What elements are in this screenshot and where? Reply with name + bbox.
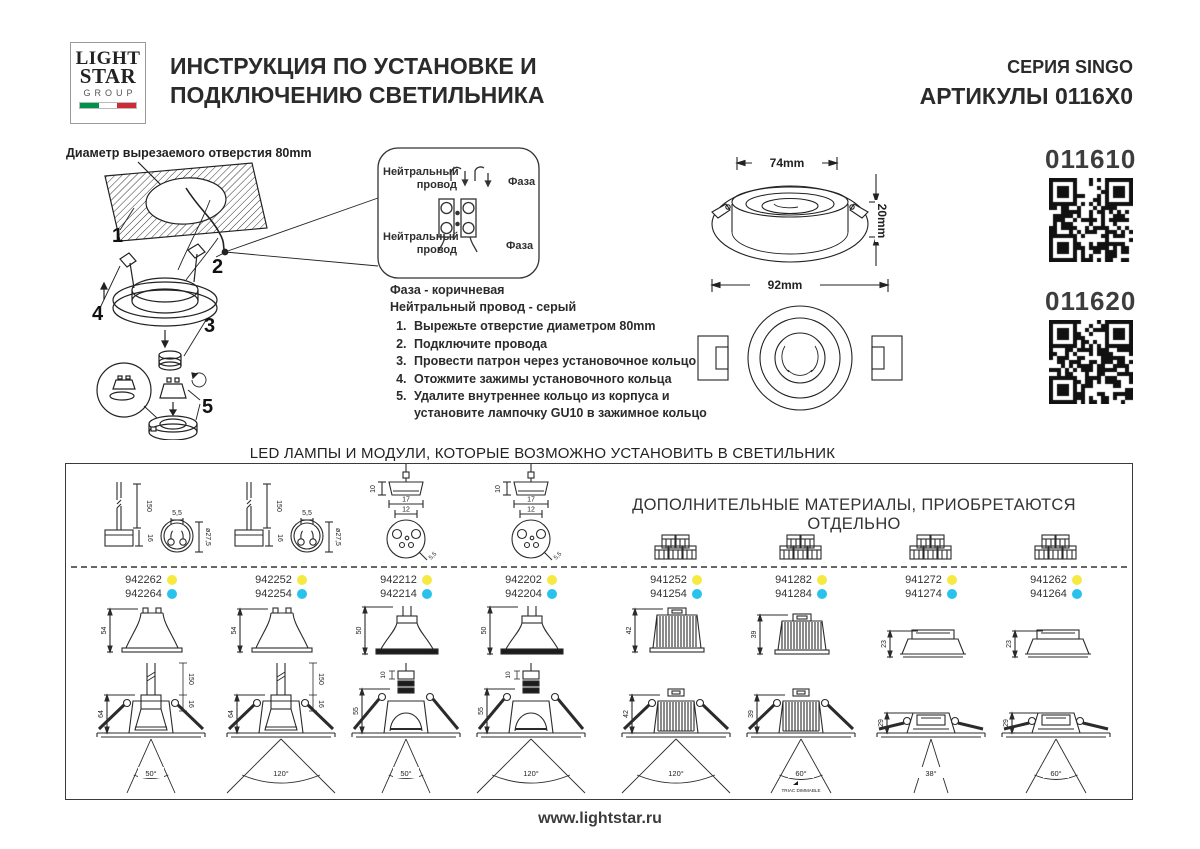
cool-tint-dot (817, 589, 827, 599)
warm-tint-dot (422, 575, 432, 585)
svg-text:16: 16 (146, 534, 153, 542)
installed-view (340, 661, 472, 797)
install-mr16-icon (465, 661, 597, 797)
svg-text:10: 10 (370, 485, 377, 493)
warm-tint-dot (1072, 575, 1082, 585)
svg-text:12: 12 (402, 506, 410, 514)
dim-width-top: 74mm (752, 156, 822, 170)
product-code: 941272 (905, 574, 942, 586)
led-module-short-zone (735, 604, 867, 662)
svg-text:64: 64 (228, 710, 235, 718)
svg-text:120°: 120° (273, 769, 289, 778)
product-code: 941262 (1030, 574, 1067, 586)
svg-text:23: 23 (881, 640, 888, 648)
phase-color-note: Фаза - коричневая (390, 283, 505, 297)
page-title (170, 52, 544, 110)
product-code: 942202 (505, 574, 542, 586)
svg-text:150: 150 (145, 500, 152, 512)
svg-text:23: 23 (1006, 640, 1013, 648)
product-code: 941252 (650, 574, 687, 586)
product-code-row (990, 587, 1122, 601)
gu10-socket-zone (85, 464, 217, 564)
step-marker-1: 1 (112, 225, 124, 247)
mr16-lamp-icon (351, 604, 461, 662)
mr16-socket-icon (351, 464, 461, 564)
hole-diameter-label: Диаметр вырезаемого отверстия 80mm (66, 146, 312, 160)
product-code: 942212 (380, 574, 417, 586)
svg-text:39: 39 (751, 630, 758, 639)
warm-tint-dot (547, 575, 557, 585)
svg-text:29: 29 (1003, 719, 1010, 727)
installed-view (85, 661, 217, 797)
gu10-lamp-icon (226, 604, 336, 662)
product-code: 941254 (650, 588, 687, 600)
product-codes (465, 573, 597, 601)
svg-text:42: 42 (626, 626, 633, 635)
svg-text:17: 17 (527, 496, 535, 504)
svg-text:50: 50 (356, 626, 363, 635)
cool-tint-dot (297, 589, 307, 599)
cool-tint-dot (422, 589, 432, 599)
svg-text:50°: 50° (400, 769, 412, 778)
led-column-6 (735, 464, 867, 797)
mr16-socket-icon (476, 464, 586, 564)
svg-text:60°: 60° (1050, 769, 1062, 778)
italian-flag-icon (79, 102, 137, 109)
box-cluster-zone (735, 464, 867, 564)
svg-text:54: 54 (101, 626, 108, 635)
gu10-socket-icon (91, 474, 211, 564)
cool-tint-dot (547, 589, 557, 599)
product-code: 942254 (255, 588, 292, 600)
svg-text:5,5: 5,5 (302, 510, 312, 517)
warm-tint-dot (297, 575, 307, 585)
svg-text:16: 16 (317, 700, 324, 708)
svg-text:60°: 60° (795, 769, 807, 778)
instruction-step: 5. Удалите внутреннее кольцо из корпуса и установите лампочку GU10 в зажимное кольцо (410, 388, 710, 421)
accessory-boxes-icon (774, 530, 828, 564)
svg-text:39: 39 (748, 710, 755, 718)
neutral-wire-label-top: Нейтральный провод (383, 166, 459, 191)
instruction-step: 3. Провести патрон через установочное кольцо (410, 353, 710, 370)
product-codes (735, 573, 867, 601)
led-column-8 (990, 464, 1122, 797)
accessory-boxes-icon (1029, 530, 1083, 564)
product-code-row (340, 587, 472, 601)
product-codes (85, 573, 217, 601)
product-code-row (215, 573, 347, 587)
low-module-icon (876, 618, 986, 662)
low-module-zone (865, 604, 997, 662)
warm-tint-dot (817, 575, 827, 585)
product-code-row (610, 587, 742, 601)
mr16-socket-zone (465, 464, 597, 564)
product-code-row (215, 587, 347, 601)
mr16-socket-zone (340, 464, 472, 564)
phase-label-bottom: Фаза (506, 240, 534, 252)
step-marker-4: 4 (92, 303, 104, 325)
cool-tint-dot (947, 589, 957, 599)
warm-tint-dot (947, 575, 957, 585)
box-cluster-zone (610, 464, 742, 564)
dim-height: 20mm (875, 200, 889, 242)
svg-text:5,5: 5,5 (428, 551, 439, 562)
installed-view (990, 661, 1122, 797)
led-column-1 (85, 464, 217, 797)
low-module-zone (990, 604, 1122, 662)
svg-text:29: 29 (878, 719, 885, 727)
warm-tint-dot (167, 575, 177, 585)
article-code-011610: 011610 (1045, 144, 1137, 174)
accessory-boxes-icon (649, 530, 703, 564)
installed-view (465, 661, 597, 797)
svg-text:10: 10 (495, 485, 502, 493)
footer-url: www.lightstar.ru (538, 810, 662, 827)
product-codes (610, 573, 742, 601)
svg-text:TRIAC DIMMABLE: TRIAC DIMMABLE (781, 788, 821, 793)
install-led-icon (735, 661, 867, 797)
product-code: 941284 (775, 588, 812, 600)
product-code-row (85, 587, 217, 601)
svg-text:42: 42 (623, 710, 630, 718)
product-code-row (465, 587, 597, 601)
product-code-row (735, 573, 867, 587)
accessory-boxes-icon (904, 530, 958, 564)
installed-view (610, 661, 742, 797)
box-cluster-zone (990, 464, 1122, 564)
led-module-short-icon (746, 604, 856, 662)
product-code-row (735, 587, 867, 601)
install-low-icon (865, 661, 997, 797)
installation-steps-list (390, 318, 710, 422)
install-low-icon (990, 661, 1122, 797)
phase-label-top: Фаза (508, 176, 536, 188)
warm-tint-dot (692, 575, 702, 585)
product-code-row (990, 573, 1122, 587)
product-codes (340, 573, 472, 601)
series-block (920, 57, 1133, 110)
svg-text:64: 64 (98, 710, 105, 718)
svg-text:120°: 120° (523, 769, 539, 778)
installed-view (735, 661, 867, 797)
gu10-lamp-icon (96, 604, 206, 662)
mr16-lamp-zone (465, 604, 597, 662)
installed-view (215, 661, 347, 797)
cool-tint-dot (1072, 589, 1082, 599)
product-code-row (610, 573, 742, 587)
product-code-row (85, 573, 217, 587)
logo-text-star: STAR (79, 64, 137, 88)
wire-color-notes (390, 282, 576, 316)
logo-text-group: GROUP (83, 88, 137, 98)
product-code-row (865, 573, 997, 587)
gu10-socket-zone (215, 464, 347, 564)
product-code: 941264 (1030, 588, 1067, 600)
gu10-socket-icon (221, 474, 341, 564)
product-code: 942214 (380, 588, 417, 600)
lightstar-logo (70, 42, 146, 124)
instruction-step: 1. Вырежьте отверстие диаметром 80mm (410, 318, 710, 335)
step-marker-2: 2 (212, 256, 224, 278)
mr16-lamp-zone (340, 604, 472, 662)
product-code: 941274 (905, 588, 942, 600)
install-gu10-icon (85, 661, 217, 797)
neutral-color-note: Нейтральный провод - серый (390, 300, 577, 314)
svg-text:50°: 50° (145, 769, 157, 778)
cool-tint-dot (692, 589, 702, 599)
product-code: 942264 (125, 588, 162, 600)
svg-text:16: 16 (187, 700, 194, 708)
product-code-row (865, 587, 997, 601)
step-marker-3: 3 (204, 315, 216, 337)
svg-text:ø27,5: ø27,5 (334, 528, 341, 546)
led-section-title: LED ЛАМПЫ И МОДУЛИ, КОТОРЫЕ ВОЗМОЖНО УСТАНОВИТЬ В СВЕТИЛЬНИК (249, 445, 836, 462)
cool-tint-dot (167, 589, 177, 599)
svg-text:38°: 38° (925, 769, 937, 778)
led-module-tall-icon (621, 604, 731, 662)
gu10-lamp-zone (85, 604, 217, 662)
installed-view (865, 661, 997, 797)
svg-text:55: 55 (478, 707, 485, 715)
product-code: 942204 (505, 588, 542, 600)
product-code: 942252 (255, 574, 292, 586)
svg-text:ø27,5: ø27,5 (204, 528, 211, 546)
box-cluster-zone (865, 464, 997, 564)
led-compatibility-box (65, 463, 1133, 800)
svg-text:5,5: 5,5 (172, 510, 182, 517)
led-module-tall-zone (610, 604, 742, 662)
install-led-icon (610, 661, 742, 797)
instruction-step: 4. Отожмите зажимы установочного кольца (410, 371, 710, 388)
product-code-row (340, 573, 472, 587)
led-column-7 (865, 464, 997, 797)
product-code: 941282 (775, 574, 812, 586)
product-codes (215, 573, 347, 601)
instruction-step: 2. Подключите провода (410, 336, 710, 353)
product-code-row (465, 573, 597, 587)
product-codes (990, 573, 1122, 601)
qr-code (1049, 178, 1133, 262)
svg-text:5,5: 5,5 (553, 551, 564, 562)
svg-text:54: 54 (231, 626, 238, 635)
logo-text-light: LIGHT (75, 48, 141, 69)
svg-text:50: 50 (481, 626, 488, 635)
neutral-wire-label-bottom: Нейтральный провод (383, 231, 459, 256)
product-codes (865, 573, 997, 601)
gu10-lamp-zone (215, 604, 347, 662)
led-column-2 (215, 464, 347, 797)
dim-width-bottom: 92mm (750, 278, 820, 292)
svg-text:55: 55 (353, 707, 360, 715)
mr16-lamp-icon (476, 604, 586, 662)
led-column-4 (465, 464, 597, 797)
product-code: 942262 (125, 574, 162, 586)
qr-code (1049, 320, 1133, 404)
svg-text:150: 150 (317, 673, 324, 685)
svg-text:16: 16 (276, 534, 283, 542)
svg-text:17: 17 (402, 496, 410, 504)
title-line-1: ИНСТРУКЦИЯ ПО УСТАНОВКЕ И (170, 53, 537, 79)
svg-text:150: 150 (187, 673, 194, 685)
title-line-2: ПОДКЛЮЧЕНИЮ СВЕТИЛЬНИКА (170, 82, 545, 108)
articles-label: АРТИКУЛЫ 0116X0 (919, 83, 1133, 109)
extra-materials-title: ДОПОЛНИТЕЛЬНЫЕ МАТЕРИАЛЫ, ПРИОБРЕТАЮТСЯ ОТДЕЛЬНО (632, 496, 1076, 533)
svg-text:10: 10 (505, 671, 512, 679)
article-code-011620: 011620 (1045, 286, 1137, 316)
step-marker-5: 5 (202, 396, 214, 418)
low-module-icon (1001, 618, 1111, 662)
led-column-3 (340, 464, 472, 797)
svg-text:12: 12 (527, 506, 535, 514)
led-column-5 (610, 464, 742, 797)
svg-text:10: 10 (380, 671, 387, 679)
svg-text:150: 150 (275, 500, 282, 512)
install-gu10-icon (215, 661, 347, 797)
installation-diagram (60, 138, 400, 440)
svg-text:120°: 120° (668, 769, 684, 778)
install-mr16-icon (340, 661, 472, 797)
series-label: СЕРИЯ SINGO (1007, 57, 1133, 77)
